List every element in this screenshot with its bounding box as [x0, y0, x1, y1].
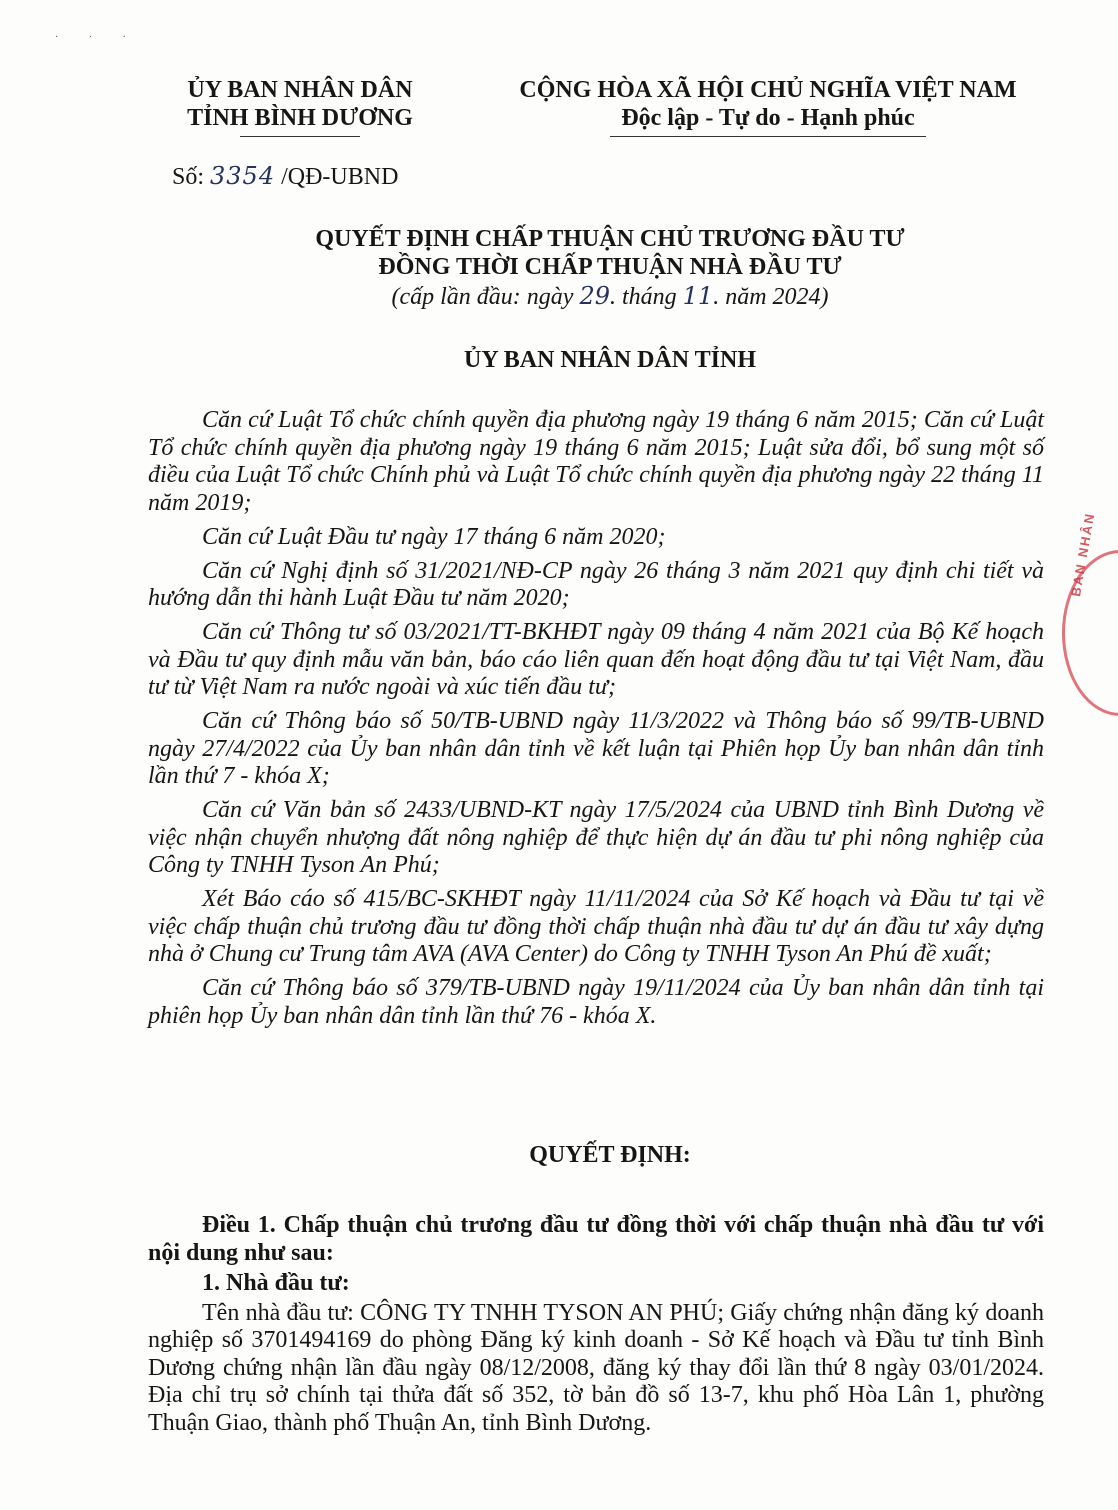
issuing-agency [165, 76, 435, 137]
basis-paragraph: Căn cứ Luật Tổ chức chính quyền địa phương ngày 19 tháng 6 năm 2015; Căn cứ Luật Tổ chức chính quyền địa phương ngày 19 tháng 6 năm 2015; Luật sửa đổi, bổ sung một số điều của Luật Tổ chức Chính phủ và Luật Tổ chức chính quyền địa phương ngày 22 tháng 11 năm 2019; [148, 407, 1044, 516]
number-handwritten: 3354 [210, 162, 276, 190]
issue-date [140, 281, 1080, 312]
national-motto [468, 76, 1068, 137]
issue-month: 11 [682, 282, 714, 310]
basis-paragraph: Căn cứ Luật Đầu tư ngày 17 tháng 6 năm 2020; [202, 523, 666, 550]
number-suffix: /QĐ-UBND [275, 164, 399, 190]
section-1-title: 1. Nhà đầu tư: [202, 1270, 350, 1296]
nation-line-2: Độc lập - Tự do - Hạnh phúc [621, 105, 915, 131]
basis-paragraph: Căn cứ Thông tư số 03/2021/TT-BKHĐT ngày 09 tháng 4 năm 2021 của Bộ Kế hoạch và Đầu tư quy định mẫu văn bản, báo cáo liên quan đến hoạt động đầu tư tại Việt Nam, đầu tư từ Việt Nam ra nước ngoài và xúc tiến đầu tư; [148, 619, 1044, 700]
issue-day: 29 [579, 282, 610, 310]
number-prefix: Số: [172, 164, 211, 190]
motto-underline [610, 136, 926, 137]
basis-paragraph: Căn cứ Thông báo số 50/TB-UBND ngày 11/3/2022 và Thông báo số 99/TB-UBND ngày 27/4/2022 của Ủy ban nhân dân tỉnh về kết luận tại Phiên họp Ủy ban nhân dân tỉnh lần thứ 7 - khóa X; [148, 708, 1044, 789]
agency-line-1: ỦY BAN NHÂN DÂN [187, 77, 413, 103]
issue-suffix: . năm 2024) [713, 284, 829, 310]
article-1-title: Điều 1. Chấp thuận chủ trương đầu tư đồng thời với chấp thuận nhà đầu tư với nội dung như sau: [148, 1212, 1044, 1266]
decision-heading: QUYẾT ĐỊNH: [529, 1142, 691, 1168]
document-title [140, 225, 1080, 312]
basis-paragraph: Căn cứ Thông báo số 379/TB-UBND ngày 19/11/2024 của Ủy ban nhân dân tỉnh tại phiên họp Ủy ban nhân dân tỉnh lần thứ 76 - khóa X. [148, 975, 1044, 1029]
seal-text: BAN NHÂN [1068, 510, 1098, 598]
agency-underline [240, 136, 360, 137]
nation-line-1: CỘNG HÒA XÃ HỘI CHỦ NGHĨA VIỆT NAM [519, 77, 1017, 103]
basis-paragraph: Căn cứ Văn bản số 2433/UBND-KT ngày 17/5/2024 của UBND tỉnh Bình Dương về việc nhận chuyển nhượng đất nông nghiệp để thực hiện dự án đầu tư phi nông nghiệp của Công ty TNHH Tyson An Phú; [148, 797, 1044, 878]
section-1-body: Tên nhà đầu tư: CÔNG TY TNHH TYSON AN PHÚ; Giấy chứng nhận đăng ký doanh nghiệp số 3701494169 do phòng Đăng ký kinh doanh - Sở Kế hoạch và Đầu tư tỉnh Bình Dương chứng nhận lần đầu ngày 08/12/2008, đăng ký thay đổi lần thứ 8 ngày 03/01/2024. Địa chỉ trụ sở chính tại thửa đất số 352, tờ bản đồ số 13-7, khu phố Hòa Lân 1, phường Thuận Giao, thành phố Thuận An, tỉnh Bình Dương. [148, 1299, 1044, 1436]
issue-mid: . tháng [609, 284, 683, 310]
basis-paragraph: Xét Báo cáo số 415/BC-SKHĐT ngày 11/11/2024 của Sở Kế hoạch và Đầu tư tại về việc chấp thuận chủ trương đầu tư đồng thời chấp thuận nhà đầu tư dự án đầu tư xây dựng nhà ở Chung cư Trung tâm AVA (AVA Center) do Công ty TNHH Tyson An Phú đề xuất; [148, 886, 1044, 967]
article-1 [148, 1212, 1044, 1437]
authority-heading: ỦY BAN NHÂN DÂN TỈNH [463, 347, 757, 373]
basis-paragraph: Căn cứ Nghị định số 31/2021/NĐ-CP ngày 26 tháng 3 năm 2021 quy định chi tiết và hướng dẫn thi hành Luật Đầu tư năm 2020; [148, 557, 1044, 611]
document-number [172, 162, 398, 191]
issue-prefix: (cấp lần đầu: ngày [391, 284, 580, 310]
title-line-1: QUYẾT ĐỊNH CHẤP THUẬN CHỦ TRƯƠNG ĐẦU TƯ [315, 226, 905, 252]
title-line-2: ĐỒNG THỜI CHẤP THUẬN NHÀ ĐẦU TƯ [378, 254, 842, 280]
agency-line-2: TỈNH BÌNH DƯƠNG [187, 105, 413, 131]
legal-bases [148, 407, 1044, 1037]
scan-specks: · · · [55, 32, 140, 43]
